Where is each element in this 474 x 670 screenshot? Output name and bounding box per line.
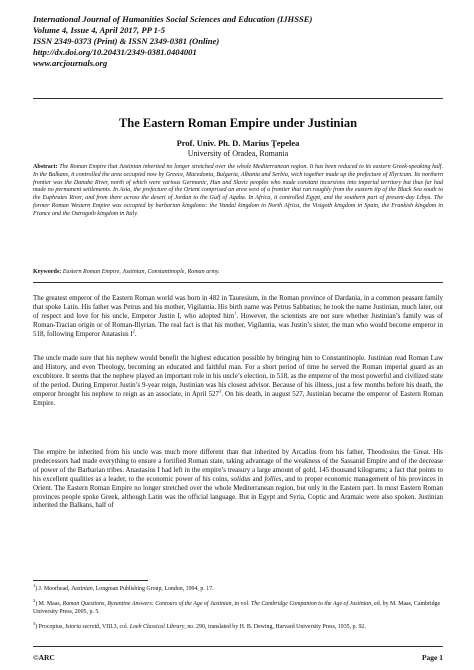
article-title: The Eastern Roman Empire under Justinian <box>118 116 358 130</box>
paragraph-text: The uncle made sure that his nephew would benefit the highest education possible by bringing him to Constantinople. Justinian read Roman Law and History, and even Theology, becoming an educated and faithful man. For a short period of time he served the Roman imperial guard as an excubitore. It seems that the nephew played an important role in his uncle’s election, in 518, as the emperor of the most powerful and civilized state of the period. During Emperor Justin’s 9-year reign, Justinian was his closest advisor. Because of his illness, just a few months before his death, the emperor brought his nephew to reign as an associate, in April 527 <box>33 354 443 398</box>
footnote-divider <box>33 580 148 581</box>
footnote-number: 3 <box>33 621 36 627</box>
footer-copyright: ©ARC <box>33 653 55 662</box>
footer-page-number: Page 1 <box>421 653 443 662</box>
paragraph-text: . However, the scientists are not sure whether Justinian’s family was of Roman-Tracian origin or of Roman-Illyrian. The real fact is that his mother, Vigilantia, was Justin’s sister, the man who would become emperor in 518, following Emperor Anatasius I <box>33 311 443 338</box>
author-affiliation: University of Oradea, Romania <box>187 149 289 158</box>
footnote-text: , ed. by M. Maas, Cambridge University Press, 2005, p. 5. <box>33 601 441 615</box>
article-author: Prof. Univ. Ph. D. Marius Ţepelea <box>176 138 300 148</box>
paragraph-text: , and to proper economic management of his provinces in Orient. The Eastern Roman Empire no longer stretched over the whole Mediterranean region, but only in the Eastern part. In most Eastern Roman provinces people spoke Greek, although Latin was the official language. But in Egypt and Syria, Coptic and Aramaic were also spoken. Justinian inherited the Balkans, half of <box>33 474 444 510</box>
body-paragraph-1 <box>33 294 443 339</box>
term-solidus: solidus <box>230 474 251 483</box>
footnote-number: 1 <box>33 583 36 589</box>
footnote-title: Loeb Classical Library <box>129 624 185 630</box>
abstract <box>33 164 443 218</box>
paragraph-text: . On his death, in august 527, Justinian became the emperor of Eastern Roman Empire. <box>33 389 443 407</box>
journal-issn: ISSN 2349-0373 (Print) & ISSN 2349-0381 (Online) <box>33 36 220 46</box>
footnote-title: Justinian <box>71 586 93 592</box>
body-paragraph-3 <box>33 448 443 510</box>
footnote-ref-2[interactable]: 2 <box>132 328 135 334</box>
footnote-text: , no. 290, translated by H. B. Dewing, Harvard University Press, 1935, p. 92. <box>184 624 366 630</box>
footnote-3 <box>33 621 443 632</box>
term-follies: follies <box>264 474 282 483</box>
journal-header <box>33 14 443 69</box>
footnote-ref-3[interactable]: 3 <box>219 388 222 394</box>
abstract-text: The Roman Empire that Justinian inherited no longer stretched over the whole Mediterranean region. It has been reduced to its eastern Greek-speaking half. In the Balkans, it controlled the area occupied now by Greece, Macedonia, Bulgaria, Albania and Serbia, wich together made up the prefecture of Illyricum. Its northern frontier was the Danube River, north of which were various Germanic, Hun and Slavic peoples who made constant incursions into imperial territory but thus far had made no permanent settlements. In Asia, the prefecture of the Orient comprised an area west of a frontier that ran roughly from the eastern tip of the Black Sea south to the Euphrates River, and from there across the desert of Jordan to the Gulf of Aqaba. In Africa, it controlled Egypt, and the southern part of present-day Libya. The former Roman Western Empire was occupied by barbarian kingdoms: the Vandal kingdom in North Africa, the Visigoth kingdom in Spain, the Frankish kingdom in France and the Ostrogoth kingdom in Italy. <box>33 164 443 217</box>
footnote-text: ) J. Moorhead, <box>35 586 70 592</box>
header-divider <box>33 98 443 99</box>
footnote-title: The Cambridge Companion to the Age of Justinian <box>251 601 372 607</box>
footnote-2 <box>33 598 443 616</box>
journal-website-link[interactable]: www.arcjournals.org <box>33 58 108 68</box>
journal-doi-link[interactable]: http://dx.doi.org/10.20431/2349-0381.0404001 <box>33 47 197 57</box>
footnote-text: , Longman Publishing Group, London, 1994, p. 17. <box>92 586 214 592</box>
journal-name: International Journal of Humanities Social Sciences and Education (IJHSSE) <box>33 14 313 24</box>
footnote-text: ) Procopius, <box>35 624 64 630</box>
keywords <box>33 268 443 276</box>
footnote-title: Roman Questions, Byzantine Answers: Contours of the Age of Justinian <box>62 601 232 607</box>
footnote-1 <box>33 583 443 594</box>
paragraph-text: . <box>134 329 137 338</box>
footnote-text: ) M. Maas, <box>35 601 62 607</box>
footnote-ref-1[interactable]: 1 <box>234 310 237 316</box>
paragraph-text: and <box>252 474 263 483</box>
footer-divider <box>33 646 443 647</box>
keywords-divider <box>33 282 443 283</box>
keywords-text: Eastern Roman Empire, Justinian, Constantinople, Roman army. <box>62 269 220 275</box>
footnote-text: , in vol. <box>231 601 250 607</box>
footnote-text: , VIII.3, col. <box>99 624 129 630</box>
abstract-label: Abstract: <box>33 164 58 170</box>
footnote-title: Istoria secretă <box>65 624 100 630</box>
journal-volume: Volume 4, Issue 4, April 2017, PP 1-5 <box>33 25 166 35</box>
body-paragraph-2 <box>33 354 443 407</box>
keywords-label: Keywords: <box>33 269 62 275</box>
paragraph-text: The empire he inherited from his uncle was much more different than that inherited by Arcadius from his father, Theodosius the Great. His predecessors had made everything to ensure a fortified Roman state, taking advantage of the weakness of the Sassanid Empire and of the decrease of power of the Barbarian tribes. Anastasius I had left in the empire’s treasury a large amount of gold, 145 thousand kilograms; a fact that points to his excellent qualities as a leader, to the economic power of his coins, <box>33 448 443 483</box>
paragraph-text: The greatest emperor of the Eastern Roman world was born in 482 in Tauresium, in the Roman province of Dardania, in a common peasant family that spoke Latin. His father was Petrus and his mother, Vigilantia. His birth name was Petrus Sabbatius; he took the name Justinian, much later, out of respect and love for his uncle, Emperor Justin I, who adopted him <box>33 294 443 320</box>
footnote-number: 2 <box>33 598 36 604</box>
